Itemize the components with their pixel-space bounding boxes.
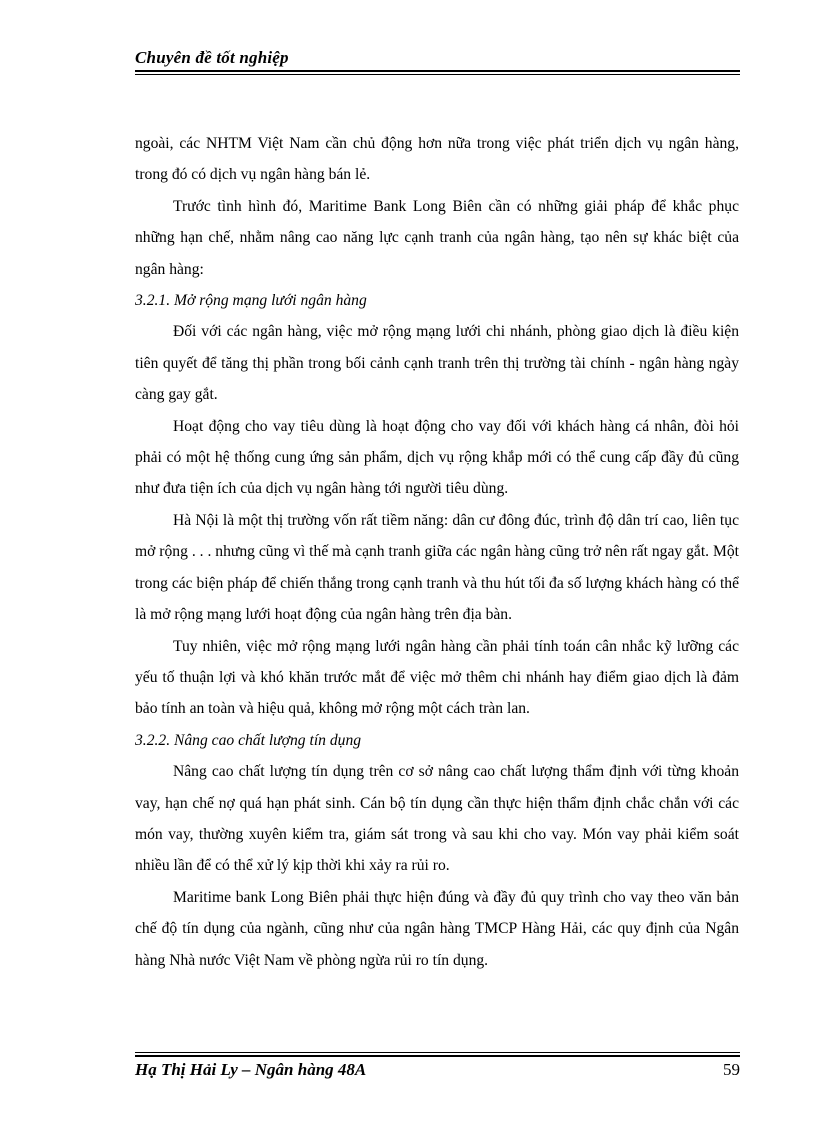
- footer-author: Hạ Thị Hải Ly – Ngân hàng 48A: [135, 1060, 367, 1079]
- document-body: [135, 128, 739, 976]
- paragraph: Tuy nhiên, việc mở rộng mạng lưới ngân hàng cần phải tính toán cân nhắc kỹ lưỡng các yếu tố thuận lợi và khó khăn trước mắt để việc mở thêm chi nhánh hay điểm giao dịch là đảm bảo tính an toàn và hiệu quả, không mở rộng một cách tràn lan.: [135, 637, 739, 718]
- paragraph: Nâng cao chất lượng tín dụng trên cơ sở nâng cao chất lượng thẩm định với từng khoản vay, hạn chế nợ quá hạn phát sinh. Cán bộ tín dụng cần thực hiện thẩm định chắc chắn với các món vay, thường xuyên kiểm tra, giám sát trong và sau khi cho vay. Món vay phải kiểm soát nhiều lần để có thể xử lý kịp thời khi xảy ra rủi ro.: [135, 763, 739, 875]
- section-heading-3-2-2: 3.2.2. Nâng cao chất lượng tín dụng: [135, 731, 362, 749]
- paragraph: Maritime bank Long Biên phải thực hiện đúng và đầy đủ quy trình cho vay theo văn bản chế độ tín dụng của ngành, cũng như của ngân hàng TMCP Hàng Hải, các quy định của Ngân hàng Nhà nước Việt Nam về phòng ngừa rủi ro tín dụng.: [135, 888, 739, 969]
- header-divider: [135, 70, 740, 75]
- paragraph: Trước tình hình đó, Maritime Bank Long Biên cần có những giải pháp để khắc phục những hạn chế, nhằm nâng cao năng lực cạnh tranh của ngân hàng, tạo nên sự khác biệt của ngân hàng:: [135, 197, 739, 278]
- paragraph-continuation: ngoài, các NHTM Việt Nam cần chủ động hơn nữa trong việc phát triển dịch vụ ngân hàng, trong đó có dịch vụ ngân hàng bán lẻ.: [135, 135, 739, 184]
- paragraph: Đối với các ngân hàng, việc mở rộng mạng lưới chi nhánh, phòng giao dịch là điều kiện tiên quyết để tăng thị phần trong bối cảnh cạnh tranh trên thị trường tài chính - ngân hàng ngày càng gay gắt.: [135, 323, 739, 404]
- section-heading-3-2-1: 3.2.1. Mở rộng mạng lưới ngân hàng: [135, 292, 367, 310]
- paragraph: Hoạt động cho vay tiêu dùng là hoạt động cho vay đối với khách hàng cá nhân, đòi hỏi phải có một hệ thống cung ứng sản phẩm, dịch vụ rộng khắp mới có thể cung cấp đầy đủ cũng như đưa tiện ích của dịch vụ ngân hàng tới người tiêu dùng.: [135, 417, 739, 498]
- footer-divider: [135, 1052, 740, 1057]
- page-number: 59: [723, 1060, 740, 1079]
- page-header-title: Chuyên đề tốt nghiệp: [135, 48, 289, 67]
- paragraph: Hà Nội là một thị trường vốn rất tiềm năng: dân cư đông đúc, trình độ dân trí cao, liên tục mở rộng . . . nhưng cũng vì thế mà cạnh tranh giữa các ngân hàng cũng trở nên rất ngay gắt. Một trong các biện pháp để chiến thắng trong cạnh tranh và thu hút tối đa số lượng khách hàng có thể là mở rộng mạng lưới hoạt động của ngân hàng trên địa bàn.: [135, 511, 739, 624]
